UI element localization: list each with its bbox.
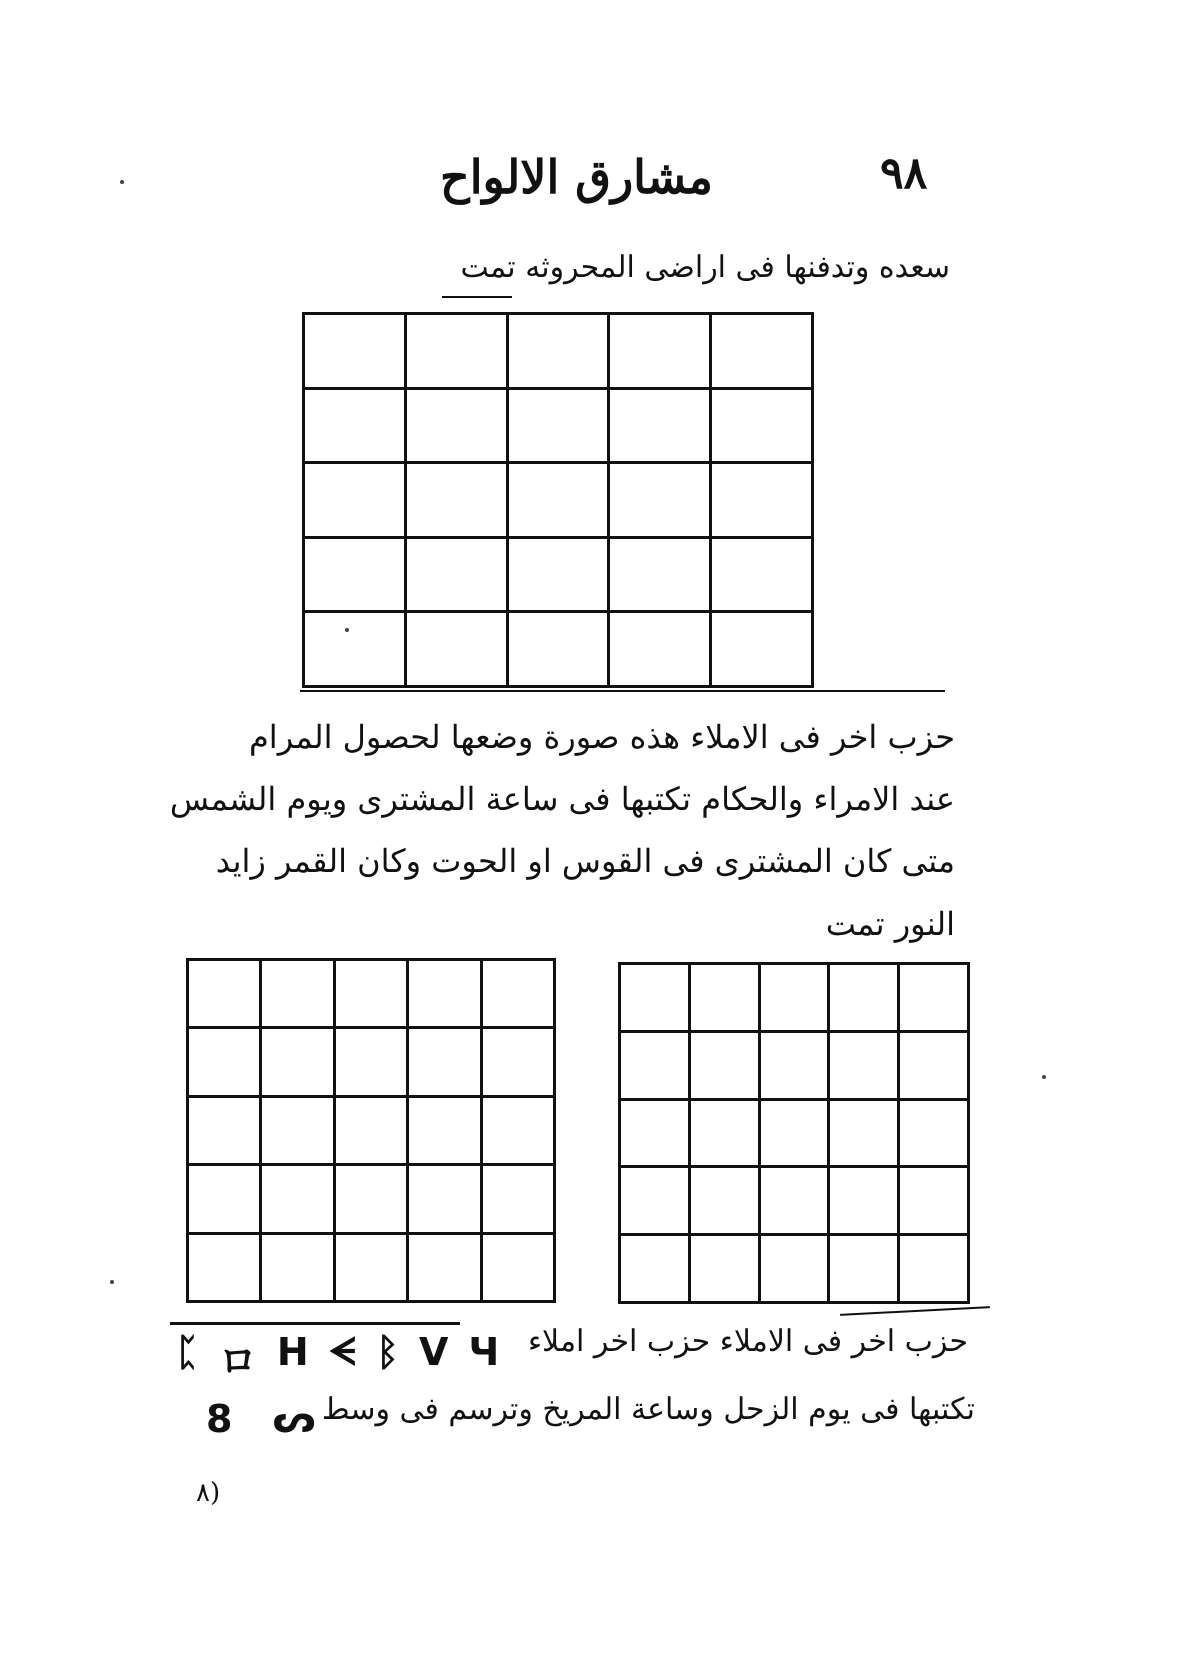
text-line-6: حزب اخر فى الاملاء حزب اخر املاء [527, 1324, 968, 1359]
top-grid [302, 312, 814, 688]
magic-symbol: 8 [206, 1397, 233, 1441]
bottom-right-grid [618, 962, 970, 1304]
text-line-2: حزب اخر فى الاملاء هذه صورة وضعها لحصول المرام [248, 718, 955, 756]
scan-speck [110, 1280, 114, 1284]
magic-symbol: Ч [468, 1330, 500, 1374]
magic-symbol: H [276, 1330, 309, 1374]
right-grid-underline [840, 1306, 990, 1316]
page-title: مشارق الالواح [440, 150, 713, 204]
magic-symbol: ᛒ [376, 1330, 400, 1374]
text-line-3: عند الامراء والحكام تكتبها فى ساعة المشترى ويوم الشمس [169, 780, 955, 818]
top-grid-baseline [300, 690, 945, 692]
bottom-left-grid [186, 958, 556, 1303]
scan-speck [345, 628, 349, 632]
magic-symbol: ᔕ [272, 1397, 316, 1441]
magic-symbol: ᗕ [328, 1330, 357, 1374]
scan-speck [120, 180, 124, 184]
magic-symbol: ᛈ [176, 1330, 199, 1374]
magic-symbols-row-2 [206, 1397, 316, 1441]
scan-speck [1042, 1075, 1046, 1079]
text-line-5: النور تمت [825, 905, 955, 943]
underline-tamat-1 [442, 296, 512, 298]
magic-symbol: V [419, 1330, 449, 1374]
page-number: ٩٨ [880, 148, 928, 199]
text-line-4: متى كان المشترى فى القوس او الحوت وكان القمر زايد [215, 842, 955, 880]
symbol-overline [170, 1322, 460, 1325]
text-line-1: سعده وتدفنها فى اراضى المحروثه تمت [460, 250, 950, 285]
magic-symbol: ロ [218, 1339, 257, 1383]
text-line-7: تكتبها فى يوم الزحل وساعة المريخ وترسم فى وسط [321, 1392, 975, 1427]
footer-mark: (٨ [196, 1478, 221, 1508]
magic-symbols-row-1 [176, 1330, 499, 1385]
